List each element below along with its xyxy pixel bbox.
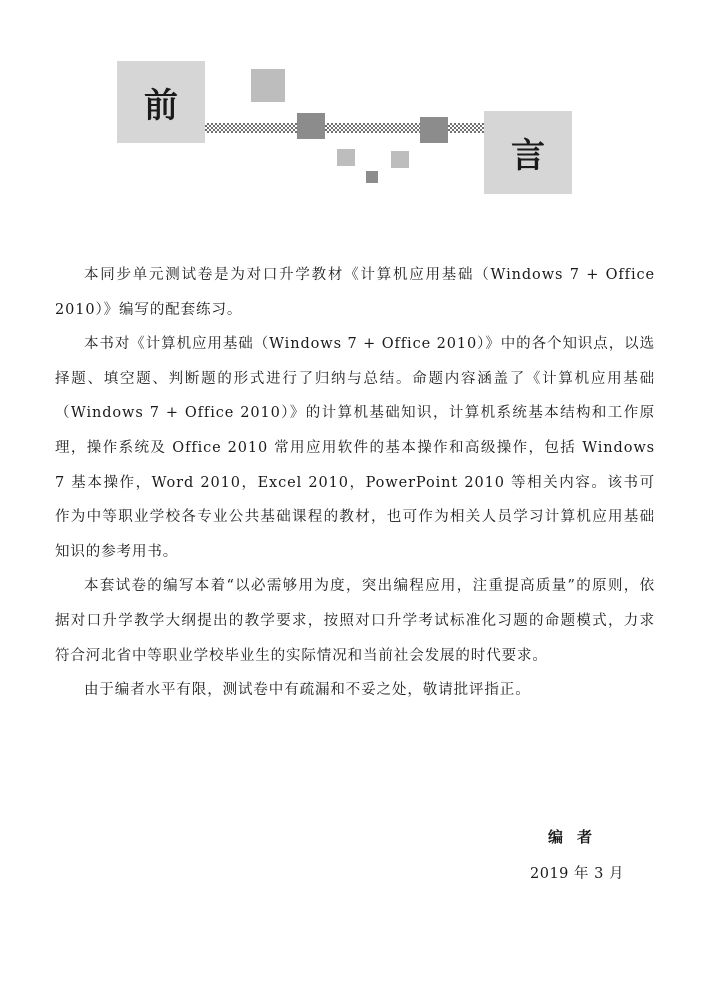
preface-body: [55, 258, 655, 708]
title-banner: [0, 0, 710, 220]
title-char-box-left: [117, 61, 205, 143]
decor-square: [391, 151, 409, 168]
decor-checker-strip: [448, 123, 484, 133]
author-signature: 编者: [548, 828, 607, 846]
decor-checker-strip: [325, 123, 420, 133]
title-char-left: 前: [144, 85, 178, 126]
date-signature: 2019 年 3 月: [530, 866, 624, 882]
paragraph: 本书对《计算机应用基础（Windows 7 + Office 2010）》中的各个知识点，以选择题、填空题、判断题的形式进行了归纳与总结。命题内容涵盖了《计算机应用基础（Windows 7 + Office 2010）》的计算机基础知识，计算机系统基本结构和工作原理，操作系统及 Office 2010 常用应用软件的基本操作和高级操作，包括 Windows 7 基本操作，Word 2010，Excel 2010，PowerPoint 2010 等相关内容。该书可作为中等职业学校各专业公共基础课程的教材，也可作为相关人员学习计算机应用基础知识的参考用书。: [55, 336, 655, 560]
decor-square: [337, 149, 355, 166]
title-char-box-right: [484, 111, 572, 194]
decor-checker-strip: [205, 123, 297, 133]
paragraph: 由于编者水平有限，测试卷中有疏漏和不妥之处，敬请批评指正。: [84, 682, 531, 699]
paragraph: 本套试卷的编写本着“以必需够用为度，突出编程应用，注重提高质量”的原则，依据对口升学教学大纲提出的教学要求，按照对口升学考试标准化习题的命题模式，力求符合河北省中等职业学校毕业生的实际情况和当前社会发展的时代要求。: [55, 578, 655, 664]
title-char-right: 言: [511, 136, 545, 176]
decor-square: [297, 113, 325, 139]
decor-square: [251, 69, 285, 102]
decor-square: [366, 171, 378, 183]
decor-square: [420, 117, 448, 143]
paragraph: 本同步单元测试卷是为对口升学教材《计算机应用基础（Windows 7 + Office 2010）》编写的配套练习。: [55, 267, 655, 318]
